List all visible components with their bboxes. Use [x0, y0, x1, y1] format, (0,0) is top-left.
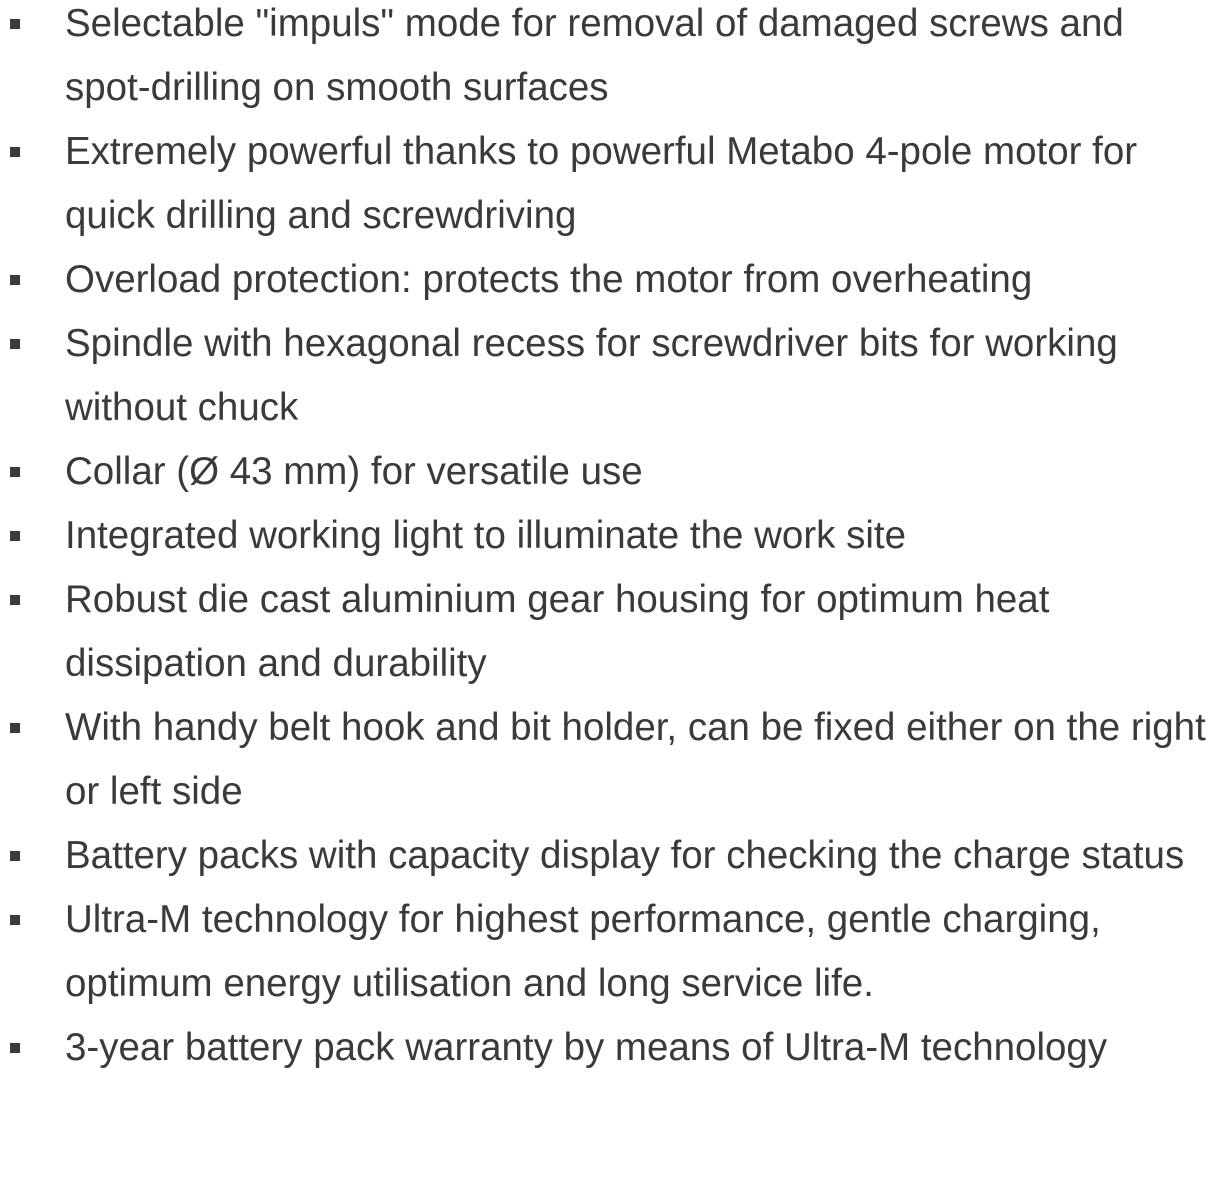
square-bullet-icon: [10, 915, 20, 925]
square-bullet-icon: [10, 339, 20, 349]
feature-item: [0, 824, 1212, 888]
feature-item: [0, 696, 1212, 824]
square-bullet-icon: [10, 595, 20, 605]
feature-text: Robust die cast aluminium gear housing for optimum heat dissipation and durability: [65, 578, 1050, 685]
feature-text: Battery packs with capacity display for checking the charge status: [65, 834, 1185, 877]
feature-text: Extremely powerful thanks to powerful Metabo 4-pole motor for quick drilling and screwdriving: [65, 130, 1138, 237]
feature-text: Selectable "impuls" mode for removal of damaged screws and spot-drilling on smooth surfaces: [65, 2, 1124, 109]
feature-item: [0, 248, 1212, 312]
feature-item: [0, 0, 1212, 120]
feature-item: [0, 1016, 1212, 1080]
feature-item: [0, 888, 1212, 1016]
feature-item: [0, 120, 1212, 248]
square-bullet-icon: [10, 1043, 20, 1053]
feature-item: [0, 504, 1212, 568]
square-bullet-icon: [10, 147, 20, 157]
square-bullet-icon: [10, 467, 20, 477]
square-bullet-icon: [10, 531, 20, 541]
feature-item: [0, 568, 1212, 696]
feature-text: Integrated working light to illuminate the work site: [65, 514, 907, 557]
feature-text: Ultra-M technology for highest performance, gentle charging, optimum energy utilisation and long service life.: [65, 898, 1101, 1005]
square-bullet-icon: [10, 275, 20, 285]
feature-text: Collar (Ø 43 mm) for versatile use: [65, 450, 643, 493]
feature-item: [0, 440, 1212, 504]
square-bullet-icon: [10, 19, 20, 29]
feature-item: [0, 312, 1212, 440]
feature-text: Overload protection: protects the motor from overheating: [65, 258, 1033, 301]
square-bullet-icon: [10, 723, 20, 733]
square-bullet-icon: [10, 851, 20, 861]
feature-text: With handy belt hook and bit holder, can be fixed either on the right or left side: [65, 706, 1206, 813]
feature-text: Spindle with hexagonal recess for screwdriver bits for working without chuck: [65, 322, 1118, 429]
feature-text: 3-year battery pack warranty by means of Ultra-M technology: [65, 1026, 1108, 1069]
